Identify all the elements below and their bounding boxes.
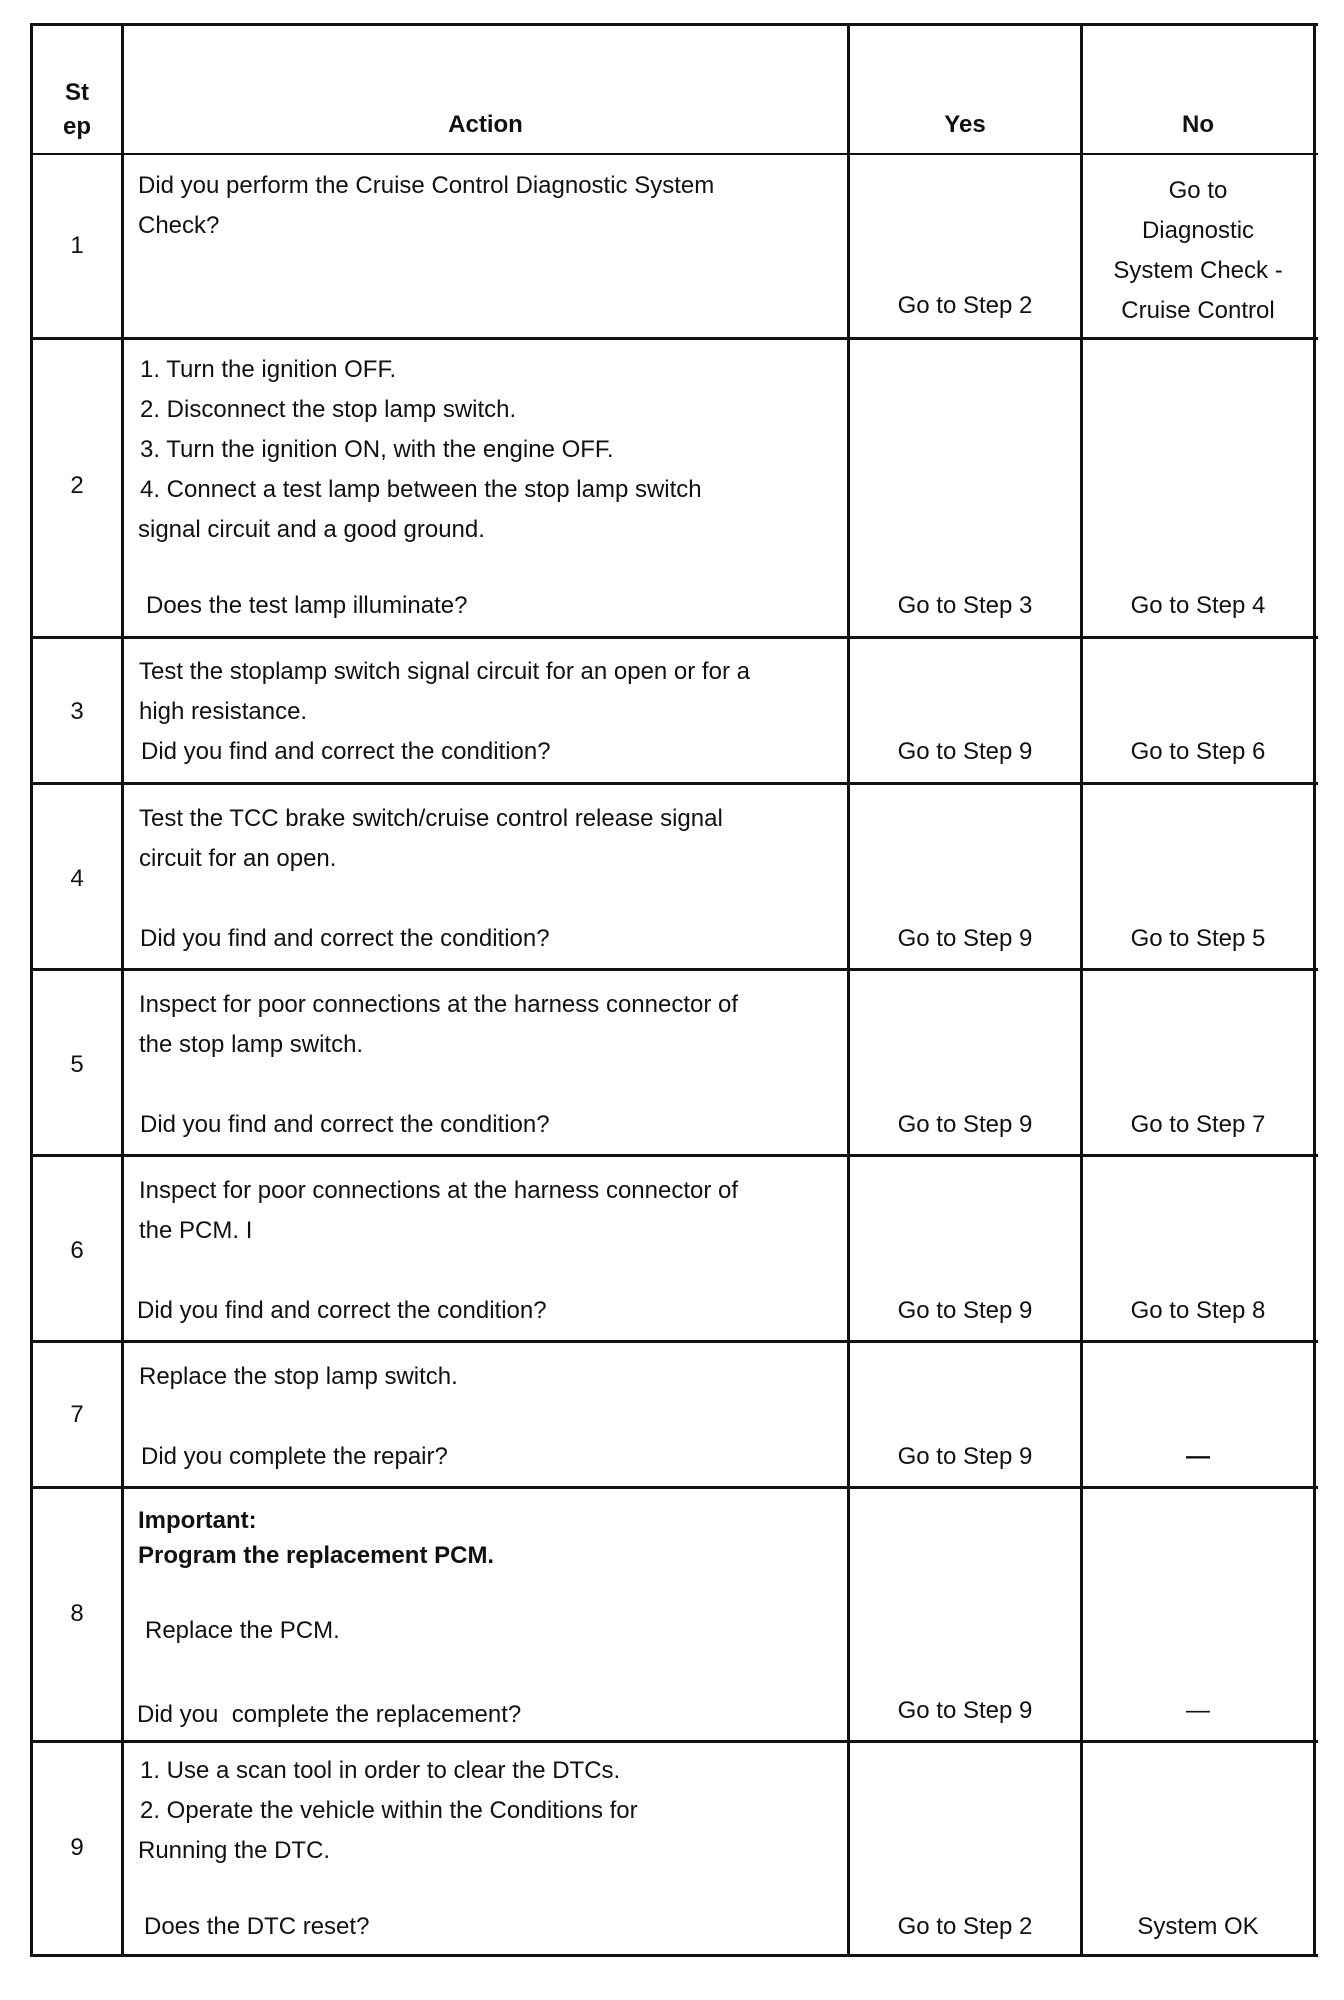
action-line: Did you perform the Cruise Control Diagnostic System (138, 172, 715, 199)
table-border-right (1313, 23, 1316, 1957)
no-result: Go to Diagnostic System Check - Cruise Control (1113, 177, 1283, 324)
no-result: Go to Step 8 (1130, 1297, 1266, 1324)
step-number: 8 (70, 1600, 84, 1627)
row-divider (30, 1740, 1318, 1743)
action-line: 2. Operate the vehicle within the Conditions for (140, 1797, 638, 1824)
no-result: Go to Step 4 (1130, 592, 1266, 619)
header-yes: Yes (944, 111, 986, 138)
row-divider (30, 782, 1318, 785)
step-number: 3 (70, 698, 84, 725)
action-line: 1. Use a scan tool in order to clear the DTCs. (140, 1757, 621, 1784)
action-line: high resistance. (139, 698, 308, 725)
step-number: 7 (70, 1401, 84, 1428)
step-number: 6 (70, 1237, 84, 1264)
table-border-left (30, 23, 33, 1957)
important-note: Program the replacement PCM. (138, 1542, 495, 1569)
action-question: Did you complete the repair? (141, 1443, 448, 1470)
action-line: Test the TCC brake switch/cruise control release signal (139, 805, 723, 832)
action-line: 1. Turn the ignition OFF. (140, 356, 397, 383)
no-result: System OK (1137, 1913, 1259, 1940)
no-result: Go to Step 7 (1130, 1111, 1266, 1138)
step-number: 5 (70, 1051, 84, 1078)
no-result: — (1186, 1443, 1210, 1470)
action-line: signal circuit and a good ground. (138, 516, 485, 543)
no-result: — (1186, 1697, 1210, 1724)
yes-result: Go to Step 3 (897, 592, 1033, 619)
action-question: Did you complete the replacement? (137, 1701, 522, 1728)
action-question: Did you find and correct the condition? (140, 925, 550, 952)
header-no: No (1182, 111, 1214, 138)
step-number: 4 (70, 865, 84, 892)
action-line: Inspect for poor connections at the harness connector of (139, 1177, 739, 1204)
action-line: Running the DTC. (138, 1837, 331, 1864)
column-divider (121, 23, 124, 1957)
action-line: Inspect for poor connections at the harness connector of (139, 991, 739, 1018)
yes-result: Go to Step 9 (897, 1111, 1033, 1138)
step-number: 2 (70, 472, 84, 499)
header-step: St ep (62, 79, 91, 140)
yes-result: Go to Step 9 (897, 1443, 1033, 1470)
step-number: 1 (70, 232, 84, 259)
yes-result: Go to Step 9 (897, 1697, 1033, 1724)
no-result: Go to Step 6 (1130, 738, 1266, 765)
yes-result: Go to Step 9 (897, 925, 1033, 952)
action-line: 3. Turn the ignition ON, with the engine OFF. (140, 436, 614, 463)
action-line: Test the stoplamp switch signal circuit for an open or for a (139, 658, 750, 685)
action-line: Check? (138, 212, 220, 239)
action-line: circuit for an open. (139, 845, 337, 872)
important-label: Important: (138, 1507, 257, 1534)
action-question: Did you find and correct the condition? (137, 1297, 547, 1324)
yes-result: Go to Step 9 (897, 1297, 1033, 1324)
row-divider (30, 1340, 1318, 1343)
action-line: 2. Disconnect the stop lamp switch. (140, 396, 517, 423)
action-question: Does the DTC reset? (144, 1913, 370, 1940)
action-line: the PCM. I (139, 1217, 253, 1244)
row-divider (30, 153, 1318, 155)
step-number: 9 (70, 1834, 84, 1861)
action-line: Replace the stop lamp switch. (139, 1363, 458, 1390)
yes-result: Go to Step 9 (897, 738, 1033, 765)
table-border-bottom (30, 1954, 1318, 1957)
row-divider (30, 337, 1318, 340)
no-result: Go to Step 5 (1130, 925, 1266, 952)
yes-result: Go to Step 2 (897, 1913, 1033, 1940)
action-line: 4. Connect a test lamp between the stop lamp switch (140, 476, 702, 503)
row-divider (30, 1486, 1318, 1489)
table-border-top (30, 23, 1318, 26)
action-line: Replace the PCM. (145, 1617, 340, 1644)
row-divider (30, 1154, 1318, 1157)
action-line: the stop lamp switch. (139, 1031, 364, 1058)
row-divider (30, 636, 1318, 639)
row-divider (30, 968, 1318, 971)
action-question: Does the test lamp illuminate? (146, 592, 468, 619)
header-action: Action (448, 111, 523, 138)
action-question: Did you find and correct the condition? (141, 738, 551, 765)
action-question: Did you find and correct the condition? (140, 1111, 550, 1138)
yes-result: Go to Step 2 (897, 292, 1033, 319)
